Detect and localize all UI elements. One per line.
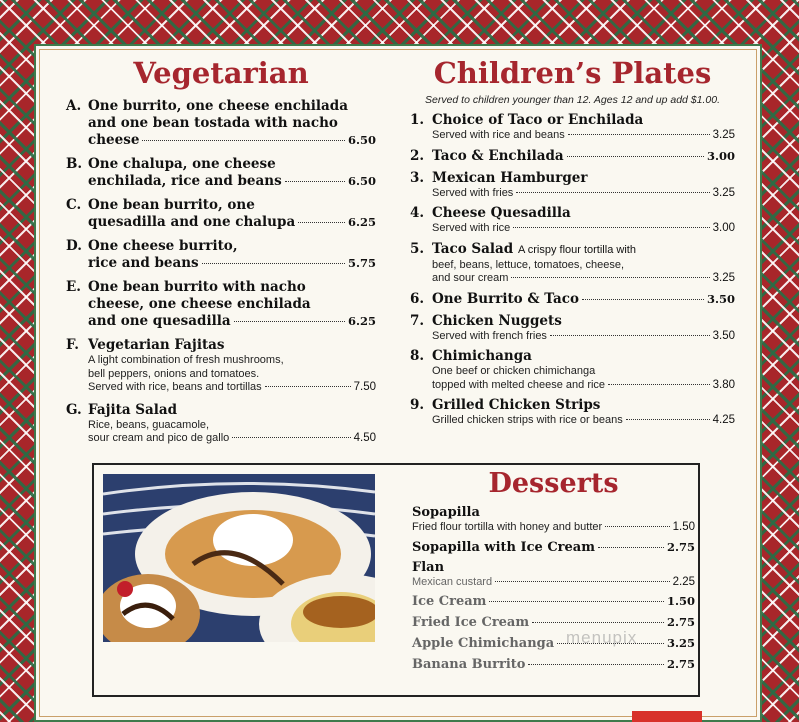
leader-dots — [608, 384, 710, 385]
item-text: sour cream and pico de gallo — [88, 432, 230, 444]
leader-dots — [532, 622, 664, 623]
dessert-item — [412, 614, 695, 631]
dessert-item — [412, 505, 695, 535]
item-price: 2.75 — [666, 539, 695, 554]
leader-dots — [528, 664, 664, 665]
item-text: Mexican custard — [412, 575, 493, 588]
item-text: enchilada, rice and beans — [88, 173, 282, 189]
item-name: Chimichanga — [432, 348, 532, 364]
price-line — [412, 539, 695, 556]
leader-dots — [232, 437, 350, 438]
menu-item — [410, 313, 735, 344]
childrens-heading: Children’s Plates — [433, 56, 712, 90]
item-price: 6.25 — [347, 314, 376, 328]
item-text: Banana Burrito — [412, 657, 526, 672]
item-text: Taco & Enchilada — [432, 147, 564, 164]
childrens-note: Served to children younger than 12. Ages 12 and up add $1.00. — [425, 94, 720, 106]
item-desc: bell peppers, onions and tomatoes. — [88, 367, 260, 380]
desserts-photo — [103, 474, 375, 642]
item-body — [432, 291, 735, 308]
item-body — [88, 156, 376, 190]
leader-dots — [511, 277, 709, 278]
item-inline-desc: A crispy flour tortilla with — [517, 243, 636, 256]
item-name-line: One chalupa, one cheese — [88, 156, 276, 172]
item-name: Fajita Salad — [88, 401, 178, 418]
item-desc: One beef or chicken chimichanga — [432, 365, 596, 377]
item-desc: beef, beans, lettuce, tomatoes, cheese, — [432, 258, 625, 271]
item-body — [432, 112, 735, 143]
price-line — [412, 656, 695, 673]
menu-item — [66, 279, 376, 330]
item-body — [432, 313, 735, 344]
item-price: 2.25 — [672, 575, 695, 588]
item-number: 5. — [410, 240, 425, 257]
leader-dots — [495, 581, 670, 582]
price-line — [88, 432, 376, 446]
desserts-section — [412, 468, 695, 673]
item-body — [432, 348, 735, 392]
price-line — [432, 414, 735, 428]
leader-dots — [298, 222, 345, 223]
childrens-section — [410, 56, 735, 428]
item-letter: A. — [66, 98, 82, 114]
price-line — [88, 313, 376, 330]
leader-dots — [550, 335, 710, 336]
item-price: 3.50 — [712, 329, 735, 342]
item-text: Served with rice — [432, 222, 511, 234]
item-text: Served with rice, beans and tortillas — [88, 381, 262, 393]
item-text: rice and beans — [88, 255, 199, 271]
item-number: 9. — [410, 397, 425, 413]
item-desc: A light combination of fresh mushrooms, — [88, 354, 284, 366]
item-body — [432, 205, 735, 236]
price-line — [432, 272, 735, 286]
price-line — [88, 173, 376, 190]
leader-dots — [142, 140, 345, 141]
item-body — [88, 337, 376, 395]
item-price: 3.00 — [712, 222, 735, 234]
item-price: 3.50 — [706, 291, 735, 306]
item-text: Served with rice and beans — [432, 129, 565, 141]
dessert-item — [412, 560, 695, 590]
item-letter: B. — [66, 156, 83, 172]
item-price: 6.50 — [347, 133, 376, 147]
item-name: Vegetarian Fajitas — [88, 337, 225, 353]
leader-dots — [489, 601, 664, 602]
corner-tab — [632, 711, 702, 722]
item-price: 3.25 — [712, 272, 735, 284]
item-text: cheese — [88, 132, 140, 148]
item-price: 6.50 — [347, 174, 376, 188]
item-name: Taco Salad A crispy flour tortilla with — [432, 240, 636, 257]
item-price: 1.50 — [672, 521, 695, 533]
item-name-line: One bean burrito, one — [88, 197, 255, 213]
item-desc: Rice, beans, guacamole, — [88, 418, 210, 431]
price-line — [88, 214, 376, 231]
menu-item — [410, 148, 735, 165]
item-price: 7.50 — [353, 381, 376, 393]
item-body — [432, 170, 735, 201]
leader-dots — [598, 547, 664, 548]
item-number: 2. — [410, 147, 425, 164]
menu-item — [66, 197, 376, 231]
price-line — [412, 593, 695, 610]
price-line — [432, 291, 735, 308]
item-text: Fried Ice Cream — [412, 615, 530, 630]
price-line — [432, 222, 735, 236]
menu-item — [410, 348, 735, 392]
childrens-list — [410, 112, 735, 428]
leader-dots — [605, 526, 669, 527]
item-text: quesadilla and one chalupa — [88, 214, 296, 230]
leader-dots — [567, 156, 704, 157]
menu-item — [410, 112, 735, 143]
item-number: 4. — [410, 205, 425, 221]
item-name: Chicken Nuggets — [432, 312, 562, 329]
vegetarian-section — [66, 56, 376, 446]
item-number: 8. — [410, 348, 425, 364]
menu-item — [66, 402, 376, 446]
item-letter: D. — [66, 238, 82, 254]
item-body — [88, 98, 376, 149]
item-text: Sopapilla with Ice Cream — [412, 539, 595, 555]
item-number: 3. — [410, 169, 425, 186]
price-line — [432, 379, 735, 393]
leader-dots — [202, 263, 345, 264]
item-body — [432, 148, 735, 165]
price-line — [412, 521, 695, 535]
item-text: topped with melted cheese and rice — [432, 378, 606, 391]
item-text: Fried flour tortilla with honey and butter — [412, 521, 603, 533]
price-line — [432, 148, 735, 165]
item-text: Ice Cream — [412, 594, 487, 609]
item-text: One Burrito & Taco — [432, 290, 579, 307]
item-price: 2.75 — [666, 657, 695, 671]
item-body — [432, 397, 735, 428]
leader-dots — [516, 192, 709, 193]
menu-item — [66, 337, 376, 395]
leader-dots — [265, 386, 351, 387]
vegetarian-heading: Vegetarian — [133, 56, 309, 90]
item-price: 2.75 — [666, 615, 695, 629]
item-letter: F. — [66, 337, 79, 353]
leader-dots — [582, 299, 704, 300]
item-body — [88, 402, 376, 446]
item-price: 4.25 — [712, 414, 735, 426]
menu-item — [410, 397, 735, 428]
item-name-line: One burrito, one cheese enchilada — [88, 98, 348, 114]
item-text: Apple Chimichanga — [412, 636, 555, 651]
item-text: and one quesadilla — [88, 313, 231, 329]
item-price: 1.50 — [666, 594, 695, 608]
item-price: 3.25 — [712, 129, 735, 141]
price-line — [412, 614, 695, 631]
leader-dots — [513, 227, 709, 228]
leader-dots — [234, 321, 345, 322]
item-text: Grilled chicken strips with rice or beans — [432, 414, 623, 426]
item-text: and sour cream — [432, 272, 509, 284]
item-body — [88, 238, 376, 272]
menu-item — [410, 170, 735, 201]
price-line — [412, 635, 695, 652]
price-line — [88, 132, 376, 149]
menu-item — [66, 98, 376, 149]
item-name: Mexican Hamburger — [432, 169, 588, 186]
dessert-item — [412, 593, 695, 610]
price-line — [88, 381, 376, 395]
item-price: 5.75 — [347, 256, 376, 270]
item-name: Choice of Taco or Enchilada — [432, 112, 644, 128]
item-text: Served with fries — [432, 186, 514, 199]
item-price: 3.25 — [712, 186, 735, 199]
item-text: Served with french fries — [432, 329, 547, 342]
leader-dots — [285, 181, 345, 182]
dessert-item — [412, 539, 695, 556]
item-price: 3.00 — [706, 148, 735, 163]
dessert-item — [412, 635, 695, 652]
menu-item — [410, 205, 735, 236]
price-line — [432, 187, 735, 201]
item-name-line: One bean burrito with nacho — [88, 279, 306, 295]
item-body — [88, 197, 376, 231]
item-price: 4.50 — [353, 432, 376, 444]
item-body — [88, 279, 376, 330]
desserts-list — [412, 505, 695, 673]
item-body — [432, 241, 735, 286]
leader-dots — [626, 419, 710, 420]
dessert-item — [412, 656, 695, 673]
item-name-line: One cheese burrito, — [88, 238, 238, 254]
item-price: 3.80 — [712, 378, 735, 391]
item-name-line: and one bean tostada with nacho — [88, 115, 338, 131]
vegetarian-list — [66, 98, 376, 446]
item-price: 6.25 — [347, 215, 376, 229]
item-name: Grilled Chicken Strips — [432, 397, 601, 413]
item-name-line: cheese, one cheese enchilada — [88, 296, 311, 312]
item-price: 3.25 — [666, 636, 695, 650]
leader-dots — [568, 134, 710, 135]
desserts-heading: Desserts — [488, 468, 619, 499]
item-letter: G. — [66, 401, 82, 418]
item-letter: C. — [66, 197, 82, 213]
price-line — [432, 129, 735, 143]
price-line — [432, 330, 735, 344]
dessert-name: Sopapilla — [412, 505, 480, 520]
item-number: 1. — [410, 112, 425, 128]
item-number: 7. — [410, 312, 425, 329]
dessert-name: Flan — [412, 559, 445, 575]
menu-item — [66, 156, 376, 190]
menu-item — [410, 291, 735, 308]
price-line — [88, 255, 376, 272]
menu-item — [410, 241, 735, 286]
item-letter: E. — [66, 279, 81, 295]
price-line — [412, 576, 695, 590]
item-number: 6. — [410, 290, 425, 307]
watermark-text: menupix — [566, 628, 638, 647]
item-name: Cheese Quesadilla — [432, 205, 571, 221]
menu-item — [66, 238, 376, 272]
